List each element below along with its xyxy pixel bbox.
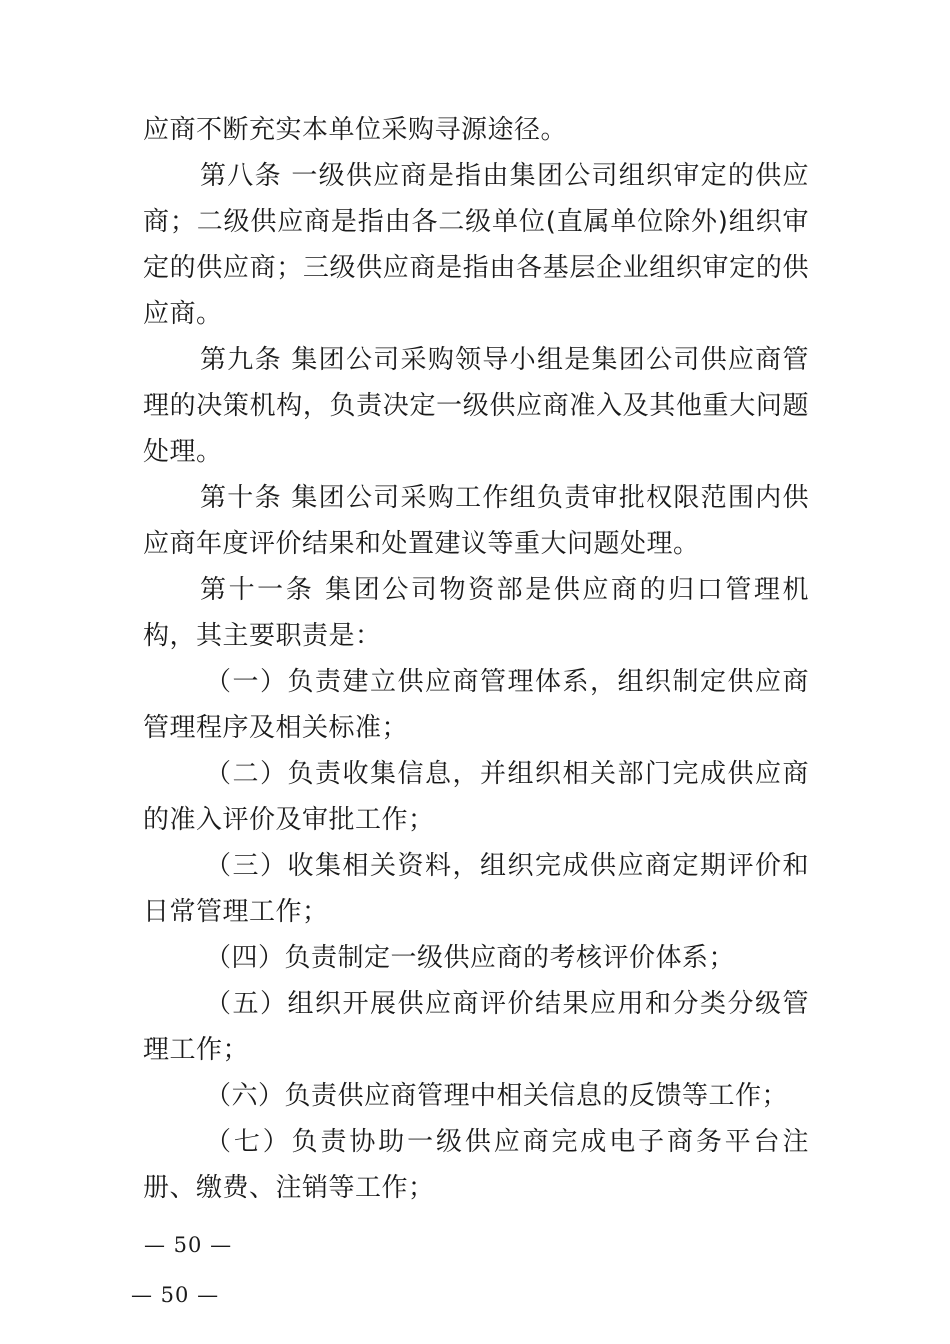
duty-item-6: （六）负责供应商管理中相关信息的反馈等工作；	[205, 1081, 789, 1111]
article-11: 第十一条 集团公司物资部是供应商的归口管理机构，其主要职责是：	[143, 575, 809, 651]
document-body	[143, 107, 809, 1211]
duty-item-2: （二）负责收集信息，并组织相关部门完成供应商的准入评价及审批工作；	[143, 759, 809, 835]
page-number: — 50 —	[144, 1233, 233, 1257]
duty-item-4: （四）负责制定一级供应商的考核评价体系；	[205, 943, 736, 973]
duty-item-5: （五）组织开展供应商评价结果应用和分类分级管理工作；	[143, 989, 809, 1065]
paragraph-continuation: 应商不断充实本单位采购寻源途径。	[143, 115, 568, 145]
article-8: 第八条 一级供应商是指由集团公司组织审定的供应商；二级供应商是指由各二级单位(直属单位除外)组织审定的供应商；三级供应商是指由各基层企业组织审定的供应商。	[143, 161, 809, 329]
article-10: 第十条 集团公司采购工作组负责审批权限范围内供应商年度评价结果和处置建议等重大问题处理。	[143, 483, 809, 559]
duty-item-7: （七）负责协助一级供应商完成电子商务平台注册、缴费、注销等工作；	[143, 1127, 809, 1203]
duty-item-1: （一）负责建立供应商管理体系，组织制定供应商管理程序及相关标准；	[143, 667, 809, 743]
duty-item-3: （三）收集相关资料，组织完成供应商定期评价和日常管理工作；	[143, 851, 809, 927]
page-number-footer: — 50 —	[131, 1283, 220, 1307]
article-9: 第九条 集团公司采购领导小组是集团公司供应商管理的决策机构，负责决定一级供应商准入及其他重大问题处理。	[143, 345, 809, 467]
